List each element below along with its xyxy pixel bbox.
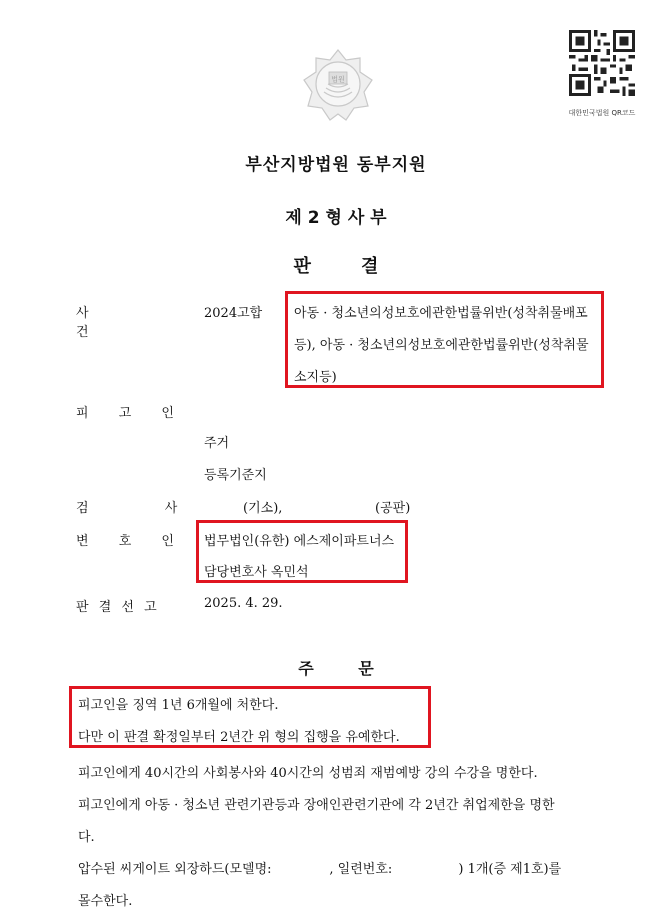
order-line-1: 피고인에게 40시간의 사회봉사와 40시간의 성범죄 재범예방 강의 수강을 명한다. [78, 766, 538, 781]
court-emblem-icon [298, 44, 378, 124]
order-line-4: 압수된 씨게이트 외장하드(모델명: , 일련번호: ) 1개(증 제1호)를 [78, 862, 562, 877]
court-name: 부산지방법원 동부지원 [245, 155, 427, 175]
qr-code-block [566, 30, 638, 118]
order-line-5: 몰수한다. [78, 894, 133, 909]
case-number: 2024고합 [204, 306, 263, 321]
case-name-line-1: 아동 · 청소년의성보호에관한법률위반(성착취물배포 [294, 306, 588, 321]
case-label: 사 건 [76, 306, 125, 340]
document-title: 판 결 [293, 256, 379, 277]
order-line-3: 다. [78, 830, 95, 845]
verdict-date: 2025. 4. 29. [204, 596, 283, 611]
svg-text:법원: 법원 [331, 75, 345, 84]
prosecutor-indict: (기소), [243, 501, 283, 516]
registry-label: 등록기준지 [204, 468, 267, 483]
address-label: 주거 [204, 436, 230, 451]
verdict-date-label: 판 결 선 고 [76, 600, 160, 615]
division-name: 제 2 형 사 부 [285, 208, 387, 228]
prosecutor-trial: (공판) [375, 501, 411, 516]
order-line-2: 피고인에게 아동 · 청소년 관련기관등과 장애인관련기관에 각 2년간 취업제한을 명한 [78, 798, 555, 813]
sentence-line-1: 피고인을 징역 1년 6개월에 처한다. [78, 698, 279, 713]
qr-caption: 대한민국법원 QR코드 [568, 109, 636, 117]
counsel-firm: 법무법인(유한) 에스제이파트너스 [204, 534, 395, 549]
defendant-label: 피 고 인 [76, 406, 187, 421]
order-title: 주 문 [298, 659, 374, 678]
case-name-line-3: 소지등) [294, 370, 337, 385]
counsel-attorney: 담당변호사 옥민석 [204, 565, 309, 580]
counsel-label: 변 호 인 [76, 534, 187, 549]
prosecutor-label: 검 사 [76, 501, 214, 516]
qr-code-icon [569, 30, 635, 96]
case-name-line-2: 등), 아동 · 청소년의성보호에관한법률위반(성착취물 [294, 338, 589, 353]
sentence-line-2: 다만 이 판결 확정일부터 2년간 위 형의 집행을 유예한다. [78, 730, 400, 745]
